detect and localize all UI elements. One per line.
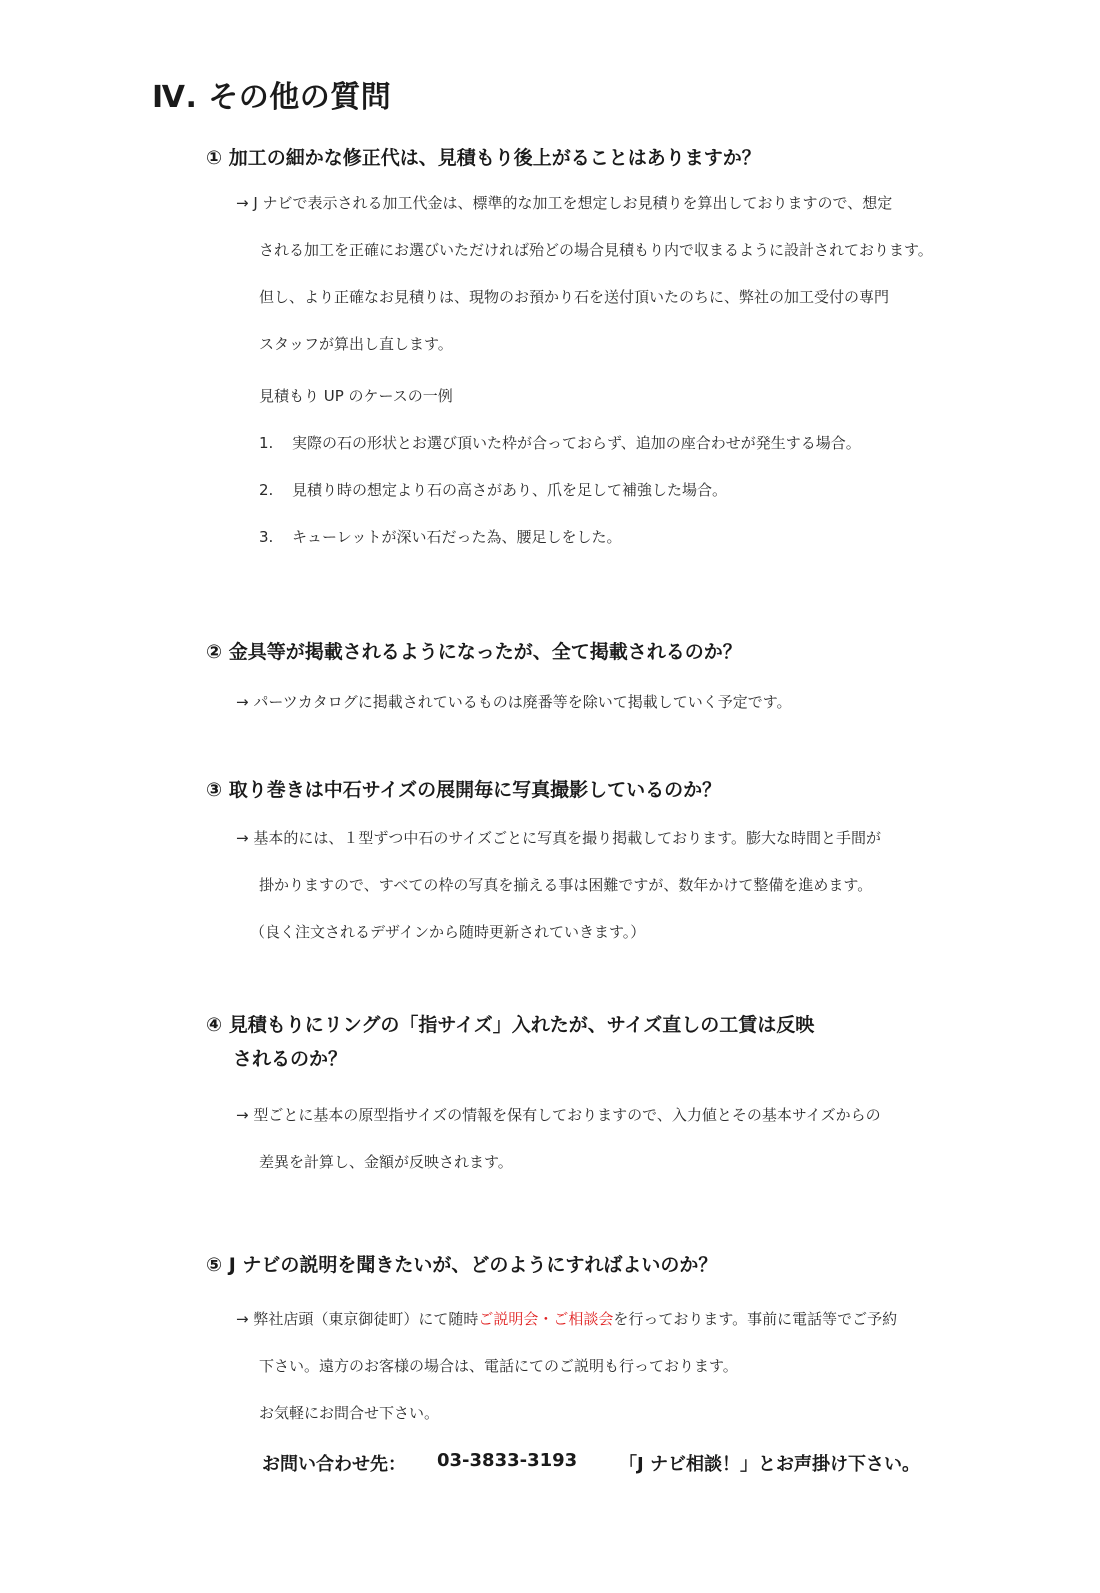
answer-2-line-1: → パーツカタログに掲載されているものは廃番等を除いて掲載していく予定です。 xyxy=(236,693,792,711)
answer-5-line-1 xyxy=(236,1309,897,1329)
answer-5-line-3: お気軽にお問合せ下さい。 xyxy=(259,1404,440,1422)
question-3: ③ 取り巻きは中石サイズの展開毎に写真撮影しているのか？ xyxy=(206,779,722,801)
example-1-text: 実際の石の形状とお選び頂いた枠が合っておらず、追加の座合わせが発生する場合。 xyxy=(292,434,861,452)
question-5: ⑤ J ナビの説明を聞きたいが、どのようにすればよいのか？ xyxy=(206,1254,718,1276)
section-title: Ⅳ. その他の質問 xyxy=(152,80,392,115)
example-2-number: 2. xyxy=(259,481,274,499)
answer-1-line-3: 但し、より正確なお見積りは、現物のお預かり石を送付頂いたのちに、弊社の加工受付の専門 xyxy=(259,288,890,306)
question-4-line-1: ④ 見積もりにリングの「指サイズ」入れたが、サイズ直しの工賃は反映 xyxy=(206,1014,815,1036)
answer-3-line-2: 掛かりますので、すべての枠の写真を揃える事は困難ですが、数年かけて整備を進めます。 xyxy=(259,876,873,894)
answer-1-line-1: → J ナビで表示される加工代金は、標準的な加工を想定しお見積りを算出しておりますので、想定 xyxy=(236,194,893,212)
answer-4-line-2: 差異を計算し、金額が反映されます。 xyxy=(259,1153,513,1171)
example-2-text: 見積り時の想定より石の高さがあり、爪を足して補強した場合。 xyxy=(292,481,728,499)
consultation-highlight: ご説明会・ご相談会 xyxy=(478,1310,614,1328)
answer-5-line-1-end: を行っております。事前に電話等でご予約 xyxy=(613,1310,898,1328)
answer-1-line-2: される加工を正確にお選びいただければ殆どの場合見積もり内で収まるように設計されております。 xyxy=(259,241,933,259)
answer-5-line-1-start: → 弊社店頭（東京御徒町）にて随時 xyxy=(236,1310,479,1328)
example-heading: 見積もり UP のケースの一例 xyxy=(259,387,453,405)
example-3-number: 3. xyxy=(259,528,274,546)
answer-3-line-1: → 基本的には、１型ずつ中石のサイズごとに写真を撮り掲載しております。膨大な時間と手間が xyxy=(236,829,881,847)
answer-1-line-4: スタッフが算出し直します。 xyxy=(259,335,453,353)
question-1: ① 加工の細かな修正代は、見積もり後上がることはありますか？ xyxy=(206,147,761,169)
contact-note: 「J ナビ相談！」とお声掛け下さい。 xyxy=(619,1454,920,1475)
contact-phone: 03-3833-3193 xyxy=(437,1450,578,1471)
contact-label: お問い合わせ先： xyxy=(262,1454,406,1475)
answer-4-line-1: → 型ごとに基本の原型指サイズの情報を保有しておりますので、入力値とその基本サイズからの xyxy=(236,1106,881,1124)
example-3-text: キューレットが深い石だった為、腰足しをした。 xyxy=(292,528,622,546)
answer-5-line-2: 下さい。遠方のお客様の場合は、電話にてのご説明も行っております。 xyxy=(259,1357,738,1375)
example-1-number: 1. xyxy=(259,434,274,452)
question-4-line-2: されるのか？ xyxy=(233,1048,348,1070)
question-2: ② 金具等が掲載されるようになったが、全て掲載されるのか？ xyxy=(206,641,742,663)
answer-3-line-3: （良く注文されるデザインから随時更新されていきます。） xyxy=(250,923,646,941)
